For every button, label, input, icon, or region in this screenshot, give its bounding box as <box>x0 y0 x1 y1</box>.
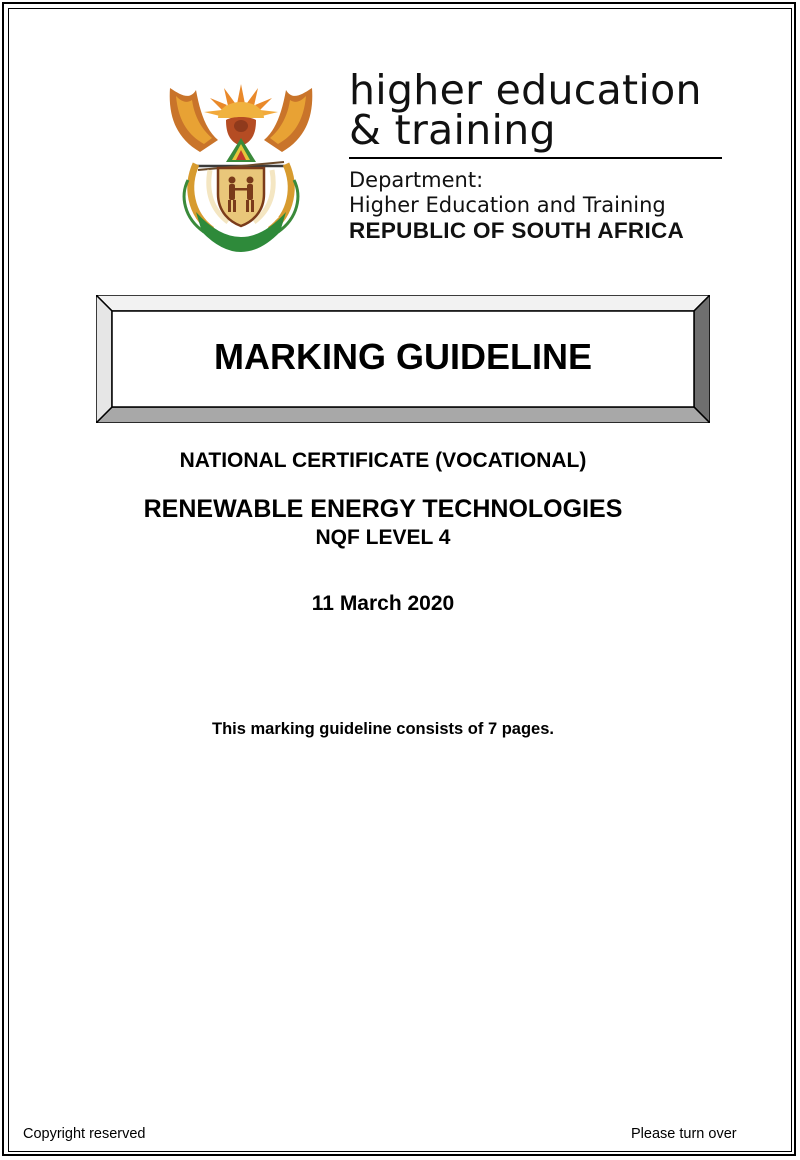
document-title: MARKING GUIDELINE <box>214 336 592 377</box>
logo-divider <box>349 157 722 159</box>
protea-icon <box>226 138 256 162</box>
department-logo-title <box>349 66 702 154</box>
country-name: REPUBLIC OF SOUTH AFRICA <box>349 218 685 243</box>
certificate-name: NATIONAL CERTIFICATE (VOCATIONAL) <box>179 449 587 472</box>
logo-title-line-2: & training <box>349 106 556 154</box>
department-full-name: Higher Education and Training <box>349 193 666 217</box>
turn-over-notice: Please turn over <box>631 1126 737 1142</box>
motto-text: KE E: /XARRA //KE <box>204 211 281 238</box>
sun-icon <box>204 84 278 118</box>
copyright-notice: Copyright reserved <box>23 1126 146 1142</box>
subject-name: RENEWABLE ENERGY TECHNOLOGIES <box>143 495 623 523</box>
nqf-level: NQF LEVEL 4 <box>315 526 451 549</box>
logo-title-line-1: higher education <box>349 66 702 114</box>
coat-of-arms-icon <box>166 76 316 254</box>
department-name <box>349 168 684 243</box>
exam-date: 11 March 2020 <box>311 592 455 615</box>
department-label: Department: <box>349 168 484 192</box>
page-count-note: This marking guideline consists of 7 pages. <box>212 720 554 738</box>
